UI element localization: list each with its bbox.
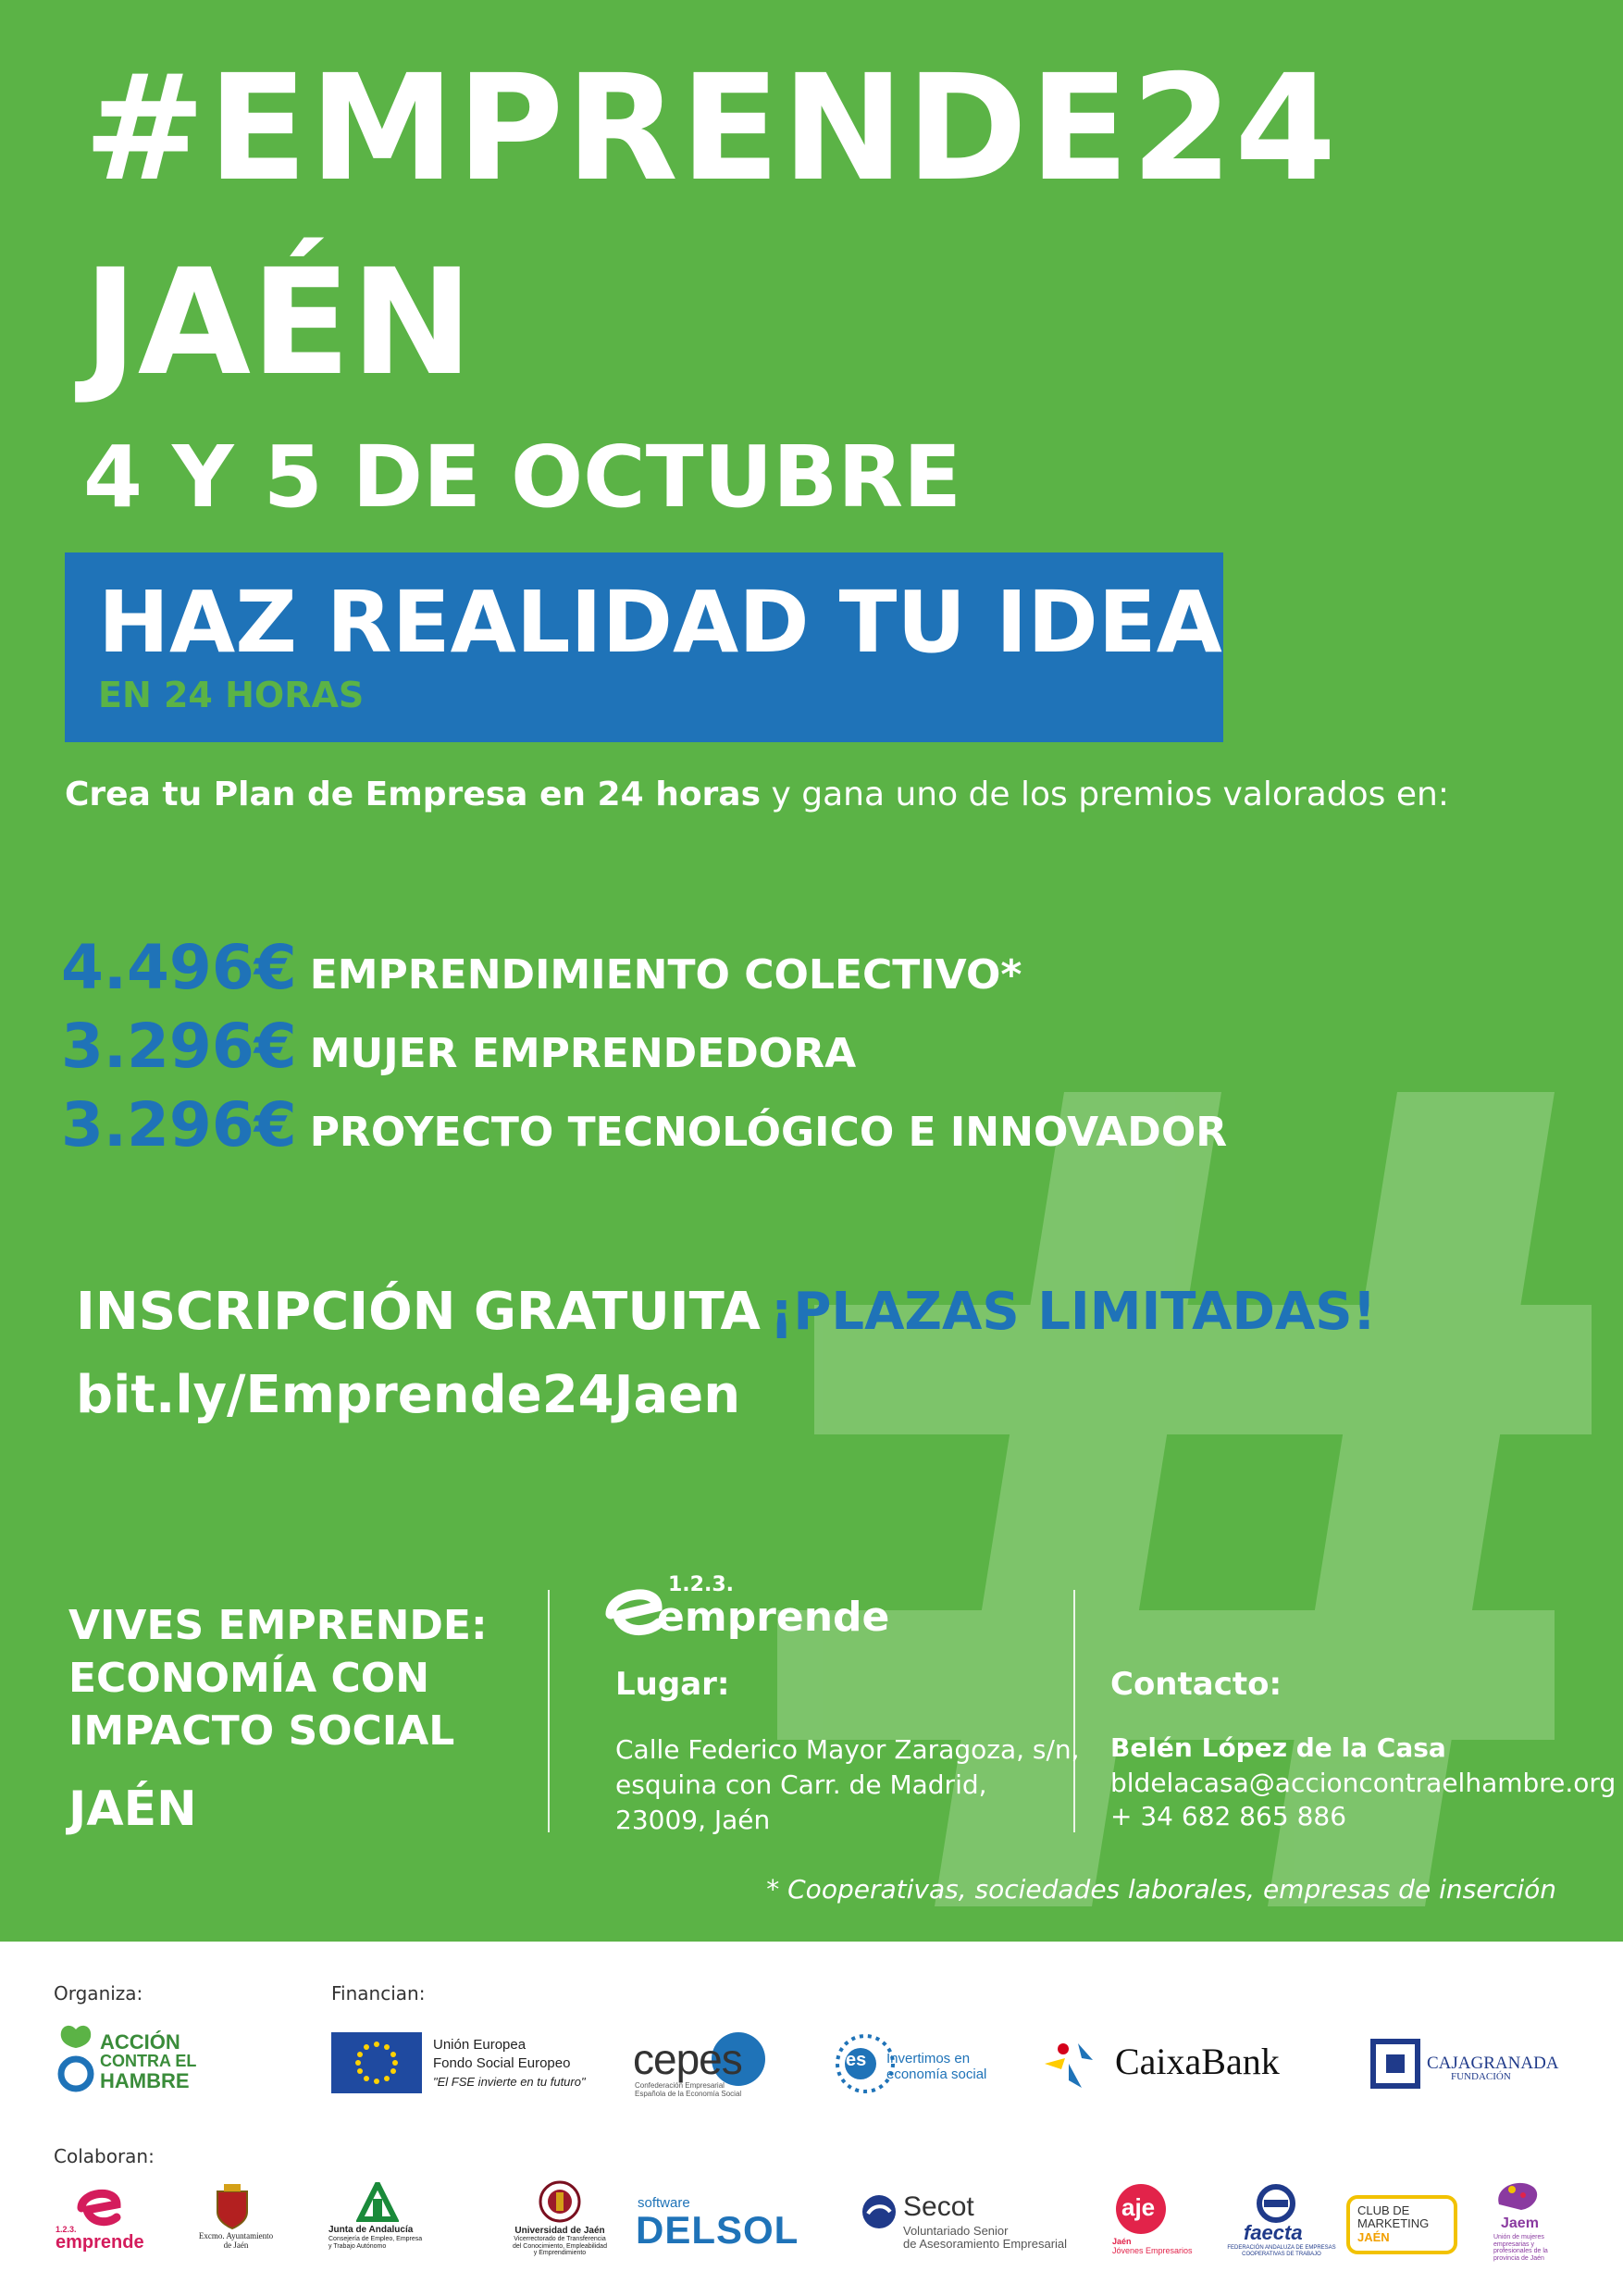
cepes-text: cepes (633, 2035, 742, 2083)
jaem-sub: profesionales de la (1493, 2248, 1548, 2255)
uja-text: Universidad de Jaén (514, 2226, 605, 2236)
prize-amount: 3.296€ (61, 1089, 297, 1160)
emprende-logo (601, 1573, 888, 1647)
registration-line (76, 1282, 1376, 1342)
faecta-sub: FEDERACIÓN ANDALUZA DE EMPRESAS (1227, 2245, 1336, 2251)
eu-text: Fondo Social Europeo (433, 2055, 571, 2072)
secot-logo (861, 2191, 1083, 2256)
jaem-icon (1493, 2177, 1542, 2217)
registration-link[interactable]: bit.ly/Emprende24Jaen (76, 1365, 741, 1425)
club-text: MARKETING (1357, 2216, 1430, 2231)
club-text: CLUB DE (1357, 2203, 1410, 2217)
accion-icon (54, 2022, 98, 2096)
emprende-logo-number: 1.2.3. (668, 1573, 734, 1596)
jaem-sub: Unión de mujeres (1493, 2234, 1544, 2240)
banner-subtitle: EN 24 HORAS (98, 675, 365, 715)
program-line: IMPACTO SOCIAL (68, 1707, 455, 1756)
emprende-e-icon (74, 2184, 122, 2228)
jaem-sub: empresarias y (1493, 2240, 1534, 2248)
junta-text: y Trabajo Autónomo (328, 2242, 387, 2250)
junta-andalucia-logo (328, 2182, 430, 2265)
ayto-text: de Jaén (223, 2240, 249, 2250)
cajagranada-icon (1369, 2036, 1421, 2091)
eu-text: "El FSE invierte en tu futuro" (433, 2074, 586, 2089)
address-line: 23009, Jaén (615, 1804, 771, 1835)
eu-flag-icon (331, 2032, 422, 2093)
registration-limited: ¡PLAZAS LIMITADAS! (769, 1282, 1377, 1342)
universidad-jaen-logo (500, 2179, 620, 2267)
caixabank-logo (1041, 2036, 1309, 2091)
uja-text: y Emprendimiento (533, 2250, 587, 2257)
financian-label: Financian: (331, 1982, 426, 2004)
jaem-sub: provincia de Jaén (1493, 2255, 1544, 2263)
faecta-sub: COOPERATIVAS DE TRABAJO (1242, 2251, 1321, 2257)
club-text: JAÉN (1357, 2229, 1390, 2244)
prize-amount: 4.496€ (61, 932, 297, 1003)
event-city: JAÉN (83, 238, 474, 408)
secot-sub: Voluntariado Senior (903, 2224, 1009, 2238)
cepes-sub: Española de la Economía Social (635, 2089, 742, 2098)
secot-sub: de Asesoramiento Empresarial (903, 2237, 1068, 2252)
divider (548, 1590, 550, 1832)
emprende-logo-text: emprende (657, 1594, 890, 1641)
aje-logo (1110, 2182, 1203, 2265)
faecta-icon (1253, 2184, 1299, 2223)
coat-of-arms-icon (215, 2184, 250, 2230)
aje-mark: aje (1121, 2193, 1156, 2221)
prize-amount: 3.296€ (61, 1011, 297, 1082)
event-date: 4 Y 5 DE OCTUBRE (83, 428, 961, 527)
footnote: * Cooperativas, sociedades laborales, empresas de inserción (766, 1874, 1556, 1905)
cajagranada-text: CAJAGRANADA (1427, 2054, 1559, 2073)
es-text: economía social (886, 2066, 987, 2082)
prize-row (61, 1089, 1228, 1160)
cepes-logo (629, 2032, 777, 2097)
aje-text: Jóvenes Empresarios (1112, 2245, 1193, 2255)
university-seal-icon (539, 2179, 581, 2224)
accion-contra-el-hambre-logo (54, 2022, 220, 2096)
program-line: ECONOMÍA CON (68, 1655, 430, 1703)
faecta-text: faecta (1244, 2221, 1303, 2244)
program-line: VIVES EMPRENDE: (68, 1602, 488, 1649)
es-mark: es (846, 2050, 867, 2070)
delsol-logo (634, 2195, 828, 2253)
caixabank-text: CaixaBank (1115, 2041, 1280, 2082)
junta-text: Consejería de Empleo, Empresa (328, 2235, 423, 2242)
intro-text (65, 776, 1449, 813)
colaboran-label: Colaboran: (54, 2145, 155, 2167)
program-title (68, 1599, 488, 1758)
prize-label: EMPRENDIMIENTO COLECTIVO* (309, 951, 1022, 999)
club-marketing-logo (1346, 2195, 1457, 2254)
accion-text: CONTRA EL (100, 2052, 197, 2071)
jaem-text: Jaem (1501, 2215, 1539, 2231)
economia-social-logo (833, 2031, 999, 2096)
prize-label: PROYECTO TECNOLÓGICO E INNOVADOR (309, 1109, 1228, 1156)
prize-row (61, 1011, 857, 1082)
es-text: Invertimos en (886, 2051, 971, 2066)
emprende-text: emprende (56, 2232, 144, 2253)
emprende-number: 1.2.3. (56, 2225, 77, 2234)
contact-title: Contacto: (1110, 1666, 1282, 1703)
secot-text: Secot (903, 2191, 974, 2222)
contact-name: Belén López de la Casa (1110, 1732, 1446, 1763)
delsol-text: DELSOL (636, 2208, 799, 2252)
prize-label: MUJER EMPRENDEDORA (309, 1030, 857, 1077)
intro-rest: y gana uno de los premios valorados en: (761, 776, 1449, 813)
contact-phone[interactable]: + 34 682 865 886 (1110, 1801, 1347, 1831)
cajagranada-text: FUNDACIÓN (1451, 2071, 1511, 2082)
aje-text: Jaén (1112, 2237, 1132, 2246)
organiza-label: Organiza: (54, 1982, 143, 2004)
emprende-123-logo (54, 2184, 146, 2251)
address-line: Calle Federico Mayor Zaragoza, s/n, (615, 1734, 1080, 1765)
registration-free: INSCRIPCIÓN GRATUITA (76, 1282, 761, 1342)
ayto-text: Excmo. Ayuntamiento (198, 2231, 274, 2240)
cajagranada-logo (1369, 2036, 1573, 2095)
prize-row (61, 932, 1022, 1003)
address-line: esquina con Carr. de Madrid, (615, 1769, 987, 1800)
ayuntamiento-jaen-logo (185, 2184, 287, 2258)
eu-logo (331, 2032, 600, 2093)
secot-icon (861, 2193, 898, 2230)
junta-icon (356, 2182, 399, 2223)
program-city: JAÉN (68, 1781, 197, 1837)
accion-text: ACCIÓN (100, 2030, 180, 2054)
accion-text: HAMBRE (100, 2068, 190, 2092)
venue-title: Lugar: (615, 1666, 730, 1703)
contact-email[interactable]: bldelacasa@accioncontraelhambre.org (1110, 1768, 1617, 1798)
banner-title: HAZ REALIDAD TU IDEA (98, 573, 1222, 672)
jaem-logo (1492, 2177, 1571, 2277)
faecta-logo (1212, 2184, 1351, 2263)
venue-address (615, 1732, 1080, 1837)
banner (65, 552, 1223, 742)
eu-text: Unión Europea (433, 2037, 527, 2053)
intro-bold: Crea tu Plan de Empresa en 24 horas (65, 776, 762, 813)
uja-text: Vicerrectorado de Transferencia (514, 2236, 606, 2242)
cepes-sub: Confederación Empresarial (635, 2081, 725, 2090)
event-title: #EMPRENDE24 (83, 43, 1339, 214)
delsol-top: software (638, 2195, 690, 2211)
uja-text: del Conocimiento, Empleabilidad (513, 2242, 607, 2250)
junta-text: Junta de Andalucía (328, 2225, 414, 2235)
caixabank-star-icon (1041, 2036, 1106, 2091)
